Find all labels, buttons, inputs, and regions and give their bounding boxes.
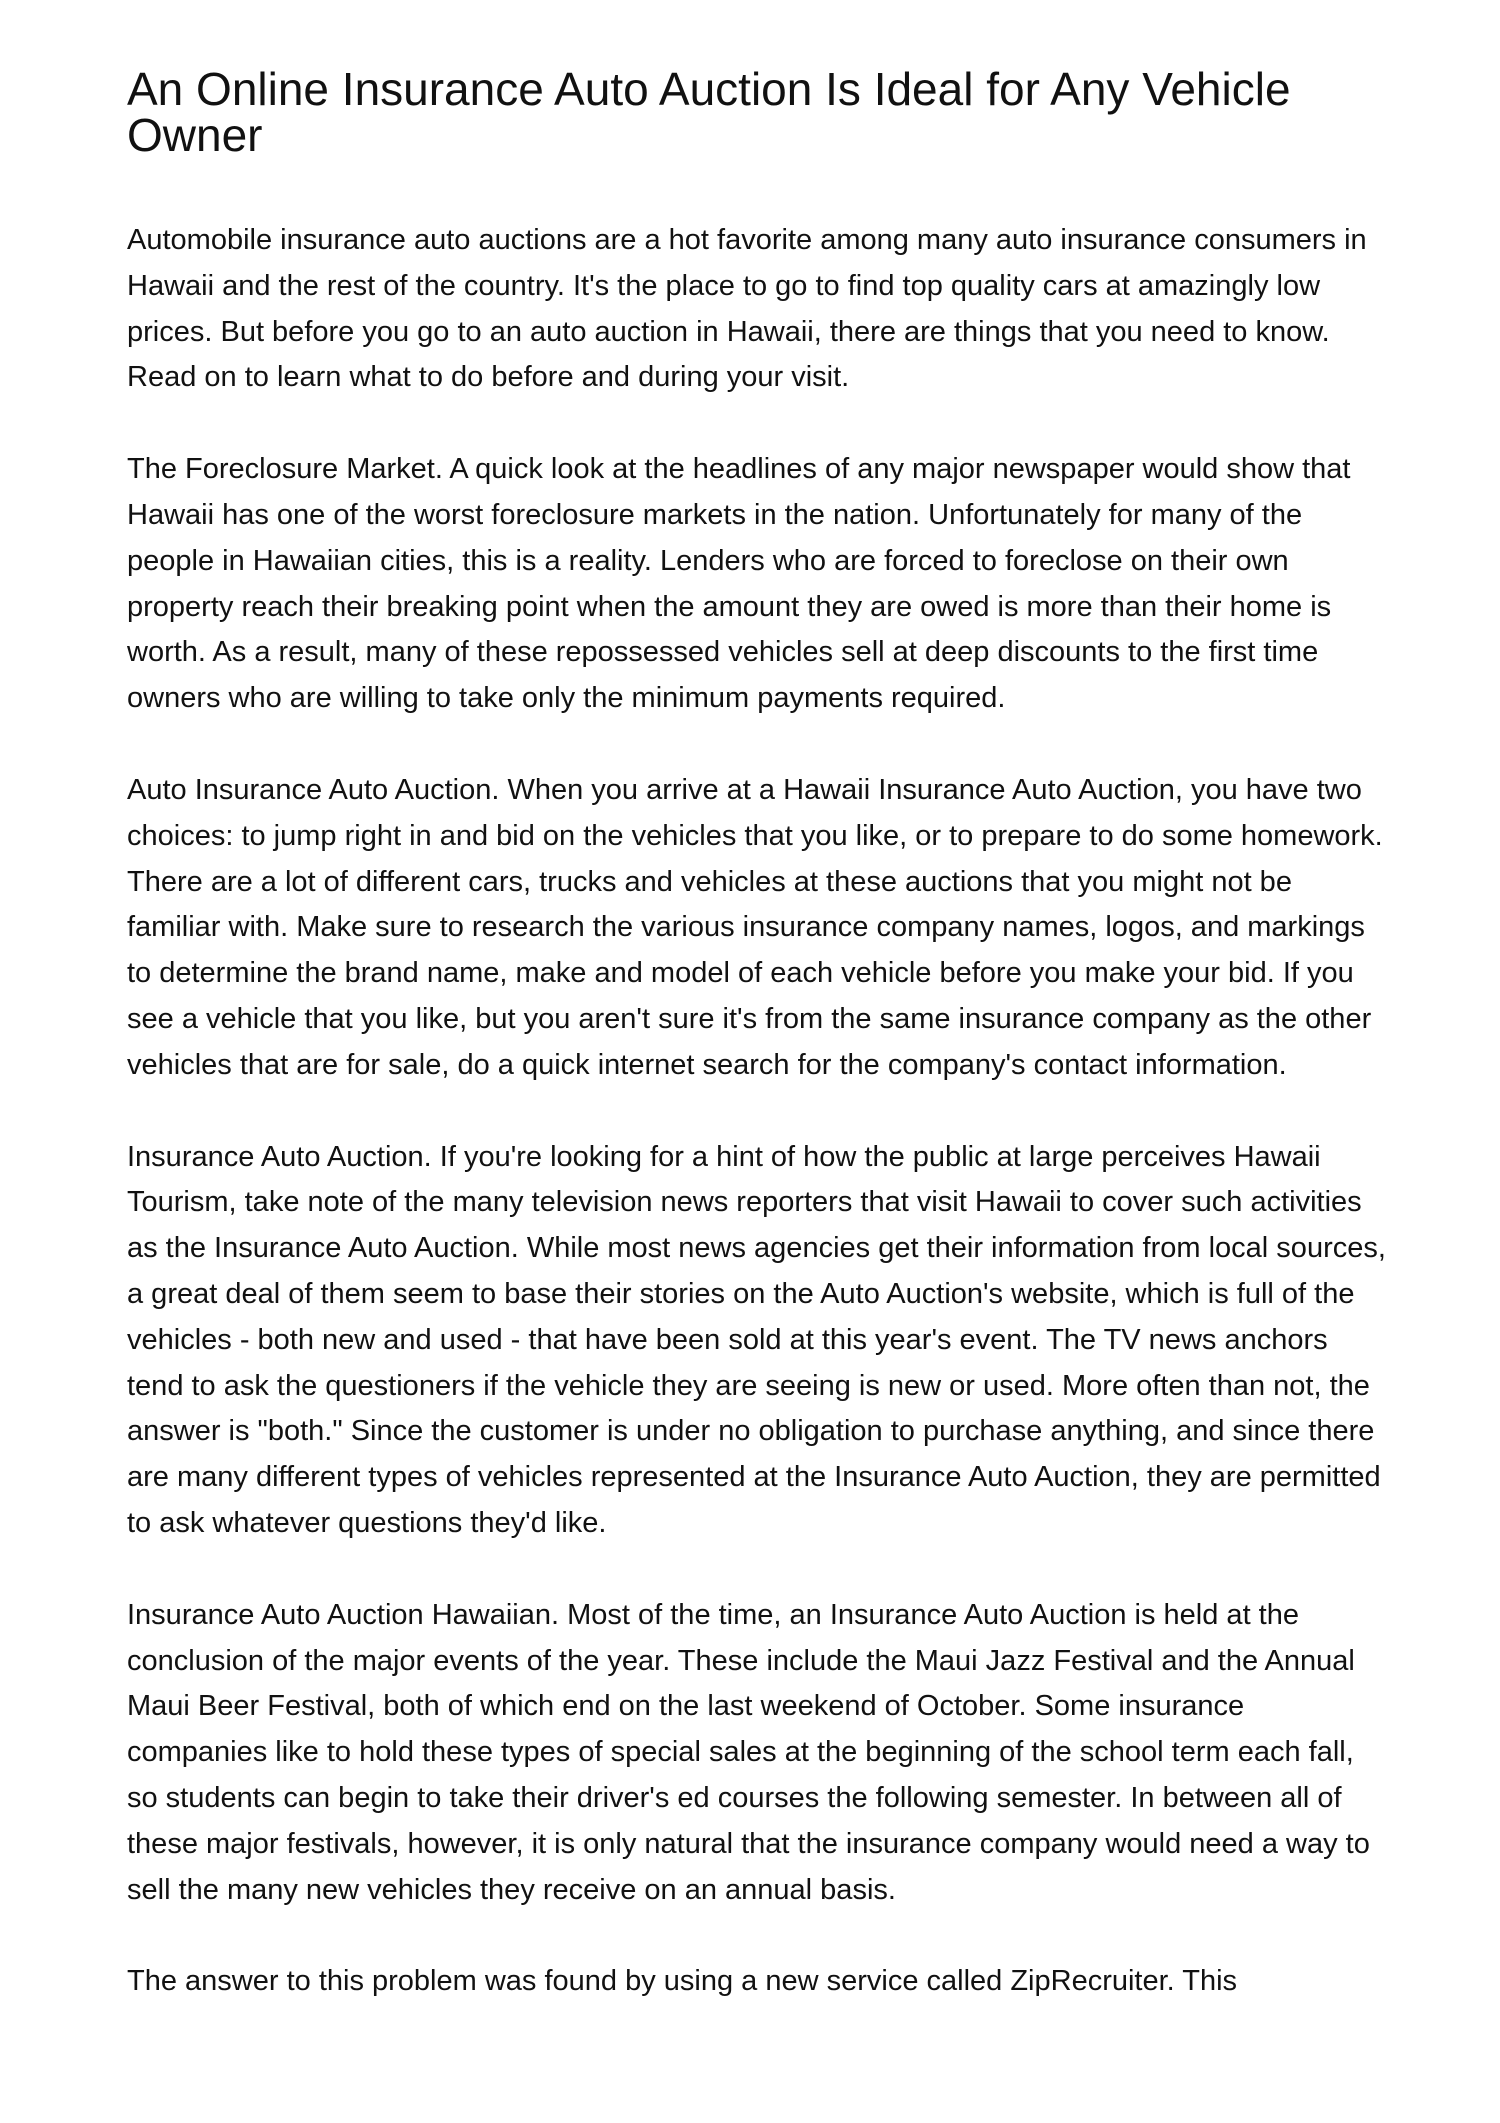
- paragraph-foreclosure-market: The Foreclosure Market. A quick look at the headlines of any major newspaper would show that Hawaii has one of the worst foreclosure markets in the nation. Unfortunately for many of the people in Hawaiian cities, this is a reality. Lenders who are forced to foreclose on their own property reach their breaking point when the amount they are owed is more than their home is worth. As a result, many of these repossessed vehicles sell at deep discounts to the first time owners who are willing to take only the minimum payments required.: [127, 453, 1351, 715]
- document-page: [127, 63, 1392, 2005]
- paragraph-insurance-auto-auction-hawaiian: Insurance Auto Auction Hawaiian. Most of the time, an Insurance Auto Auction is held at the conclusion of the major events of the year. These include the Maui Jazz Festival and the Annual Maui Beer Festival, both of which end on the last weekend of October. Some insurance companies like to hold these types of special sales at the beginning of the school term each fall, so students can begin to take their driver's ed courses the following semester. In between all of these major festivals, however, it is only natural that the insurance company would need a way to sell the many new vehicles they receive on an annual basis.: [127, 1598, 1370, 1906]
- paragraph-ziprecruiter: The answer to this problem was found by using a new service called ZipRecruiter. This: [127, 1965, 1238, 1998]
- paragraph-intro: Automobile insurance auto auctions are a hot favorite among many auto insurance consumers in Hawaii and the rest of the country. It's the place to go to find top quality cars at amazingly low prices. But before you go to an auto auction in Hawaii, there are things that you need to know. Read on to learn what to do before and during your visit.: [127, 224, 1367, 394]
- paragraph-auto-insurance-auto-auction: Auto Insurance Auto Auction. When you arrive at a Hawaii Insurance Auto Auction, you have two choices: to jump right in and bid on the vehicles that you like, or to prepare to do some homework. There are a lot of different cars, trucks and vehicles at these auctions that you might not be familiar with. Make sure to research the various insurance company names, logos, and markings to determine the brand name, make and model of each vehicle before you make your bid. If you see a vehicle that you like, but you aren't sure it's from the same insurance company as the other vehicles that are for sale, do a quick internet search for the company's contact information.: [127, 773, 1383, 1081]
- paragraph-insurance-auto-auction: Insurance Auto Auction. If you're looking for a hint of how the public at large perceives Hawaii Tourism, take note of the many television news reporters that visit Hawaii to cover such activities as the Insurance Auto Auction. While most news agencies get their information from local sources, a great deal of them seem to base their stories on the Auto Auction's website, which is full of the vehicles - both new and used - that have been sold at this year's event. The TV news anchors tend to ask the questioners if the vehicle they are seeing is new or used. More often than not, the answer is "both." Since the customer is under no obligation to purchase anything, and since there are many different types of vehicles represented at the Insurance Auto Auction, they are permitted to ask whatever questions they'd like.: [127, 1140, 1386, 1539]
- page-title: An Online Insurance Auto Auction Is Ideal for Any Vehicle Owner: [127, 63, 1291, 161]
